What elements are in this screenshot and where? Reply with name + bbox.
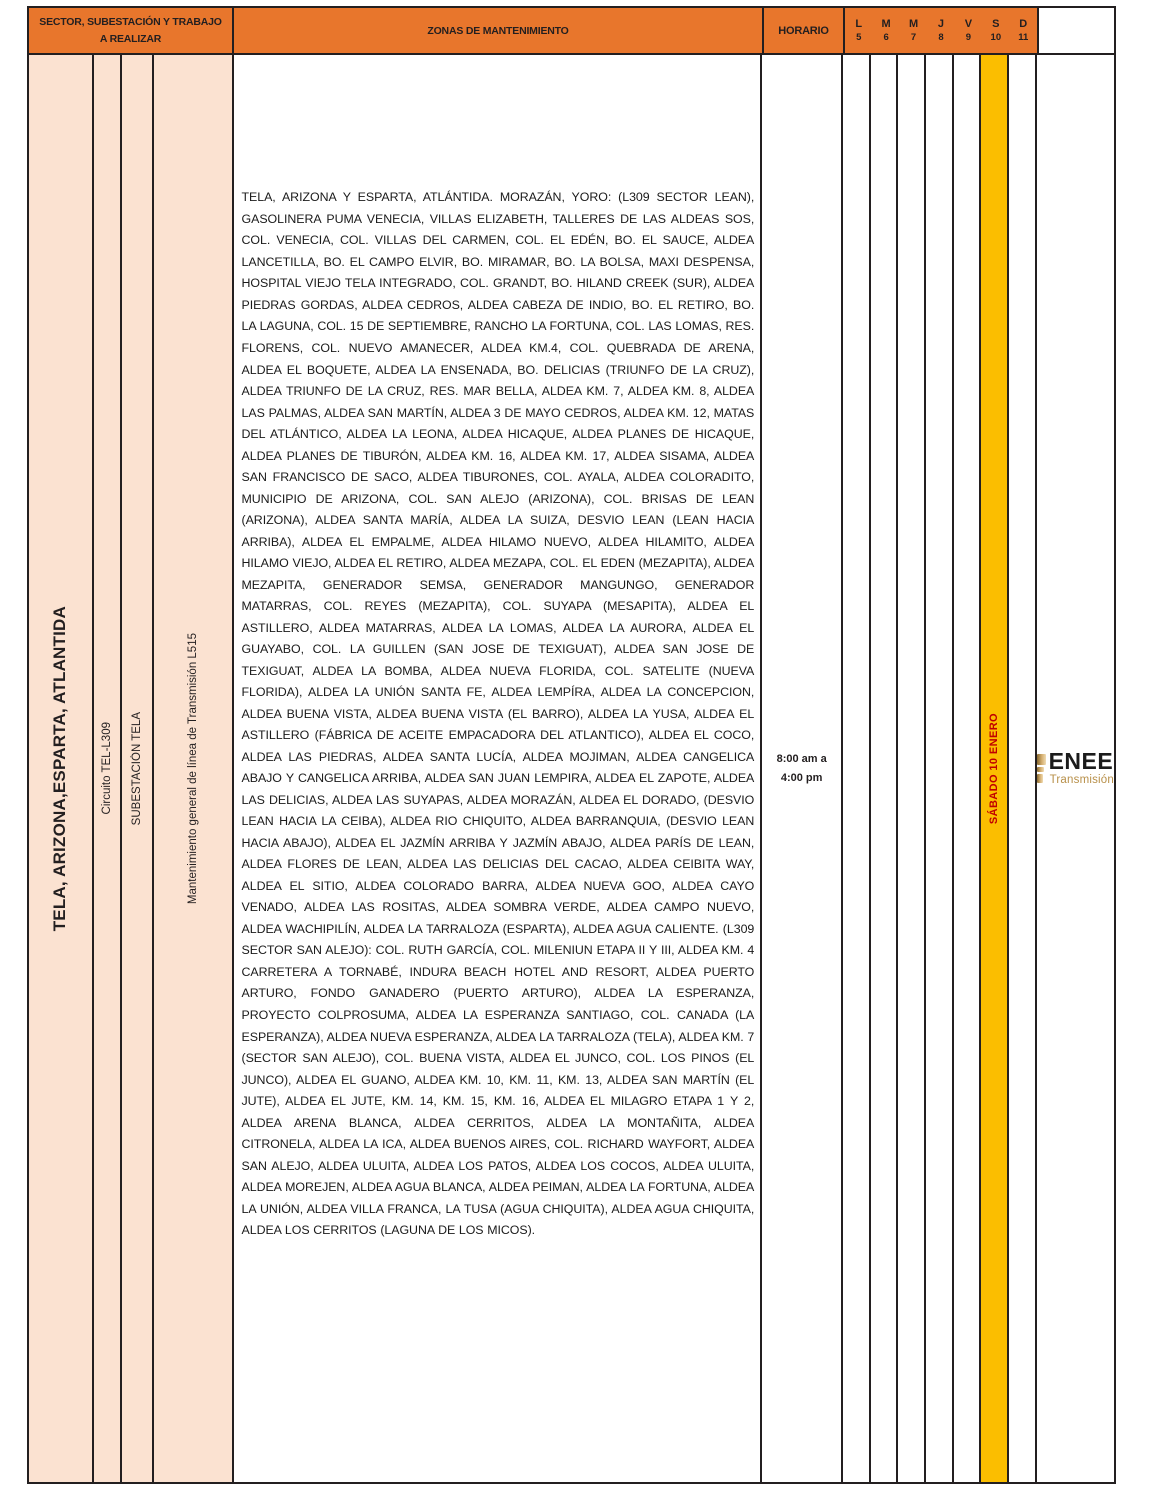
day-letter: V	[964, 17, 973, 30]
header-horario: HORARIO	[764, 8, 845, 53]
day-cell-miercoles[interactable]	[898, 55, 926, 1482]
header-sector-line1: SECTOR, SUBESTACIÓN Y TRABAJO	[39, 16, 222, 29]
header-day-lunes	[845, 8, 872, 53]
day-cell-domingo[interactable]	[1009, 55, 1035, 1482]
header-day-sabado	[982, 8, 1009, 53]
day-number: 8	[938, 31, 944, 43]
subestacion-name: SUBESTACIÓN TELA	[130, 711, 143, 826]
circuito-name: Circuito TEL-L309	[100, 722, 113, 815]
table-row	[29, 53, 1114, 1482]
day-cell-jueves[interactable]	[926, 55, 954, 1482]
header-sector-subestacion-trabajo	[29, 8, 234, 53]
day-number: 7	[910, 31, 917, 43]
header-day-domingo	[1010, 8, 1037, 53]
zonas-list-text: TELA, ARIZONA Y ESPARTA, ATLÁNTIDA. MORAZÁN, YORO: (L309 SECTOR LEAN), GASOLINERA PUMA VENECIA, VILLAS ELIZABETH, TALLERES DE LAS ALDEAS SOS, COL. VENECIA, COL. VILLAS DEL CARMEN, COL. EL EDÉN, BO. EL SAUCE, ALDEA LANCETILLA, BO. EL CAMPO ELVIR, BO. MIRAMAR, BO. LA BOLSA, MAXI DESPENSA, HOSPITAL VIEJO TELA INTEGRADO, COL. GRANDT, BO. HILAND CREEK (SUR), ALDEA PIEDRAS GORDAS, ALDEA CEDROS, ALDEA CABEZA DE INDIO, BO. EL RETIRO, BO. LA LAGUNA, COL. 15 DE SEPTIEMBRE, RANCHO LA FORTUNA, COL. LAS LOMAS, RES. FLORENS, COL. NUEVO AMANECER, ALDEA KM.4, COL. QUEBRADA DE ARENA, ALDEA EL BOQUETE, ALDEA LA ENSENADA, BO. DELICIAS (TRIUNFO DE LA CRUZ), ALDEA TRIUNFO DE LA CRUZ, RES. MAR BELLA, ALDEA KM. 7, ALDEA KM. 8, ALDEA LAS PALMAS, ALDEA SAN MARTÍN, ALDEA 3 DE MAYO CEDROS, ALDEA KM. 12, MATAS DEL ATLÁNTICO, ALDEA LA LEONA, ALDEA HICAQUE, ALDEA PLANES DE HICAQUE, ALDEA PLANES DE TIBURÓN, ALDEA KM. 16, ALDEA KM. 17, ALDEA SISAMA, ALDEA SAN FRANCISCO DE SACO, ALDEA TIBURONES, COL. AYALA, ALDEA COLORADITO, MUNICIPIO DE ARIZONA, COL. SAN ALEJO (ARIZONA), COL. BRISAS DE LEAN (ARIZONA), ALDEA SANTA MARÍA, ALDEA LA SUIZA, DESVIO LEAN (LEAN HACIA ARRIBA), ALDEA EL EMPALME, ALDEA HILAMO NUEVO, ALDEA HILAMITO, ALDEA HILAMO VIEJO, ALDEA EL RETIRO, ALDEA MEZAPA, COL. EL EDEN (MEZAPITA), ALDEA MEZAPITA, GENERADOR SEMSA, GENERADOR MANGUNGO, GENERADOR MATARRAS, COL. REYES (MEZAPITA), COL. SUYAPA (MESAPITA), ALDEA EL ASTILLERO, ALDEA MATARRAS, ALDEA LA LOMAS, ALDEA LA AURORA, ALDEA EL GUAYABO, COL. LA GUILLEN (SAN JOSE DE TEXIGUAT), ALDEA SAN JOSE DE TEXIGUAT, ALDEA LA BOMBA, ALDEA NUEVA FLORIDA, COL. SATELITE (NUEVA FLORIDA), ALDEA LA UNIÓN SANTA FE, ALDEA LEMPÍRA, ALDEA LA CONCEPCION, ALDEA BUENA VISTA, ALDEA BUENA VISTA (EL BARRO), ALDEA LA YUSA, ALDEA EL ASTILLERO (FÁBRICA DE ACEITE EMPACADORA DEL ATLANTICO), ALDEA EL COCO, ALDEA LAS PIEDRAS, ALDEA SANTA LUCÍA, ALDEA MOJIMAN, ALDEA CANGELICA ABAJO Y CANGELICA ARRIBA, ALDEA SAN JUAN LEMPIRA, ALDEA EL ZAPOTE, ALDEA LAS DELICIAS, ALDEA LAS SUYAPAS, ALDEA MORAZÁN, ALDEA EL DORADO, (DESVIO LEAN HACIA LA CEIBA), ALDEA RIO CHIQUITO, ALDEA BARRANQUIA, (DESVIO LEAN HACIA ABAJO), ALDEA EL JAZMÍN ARRIBA Y JAZMÍN ABAJO, ALDEA PARÍS DE LEAN, ALDEA FLORES DE LEAN, ALDEA LAS DELICIAS DEL CACAO, ALDEA CEIBITA WAY, ALDEA EL SITIO, ALDEA COLORADO BARRA, ALDEA NUEVA GOO, ALDEA CAYO VENADO, ALDEA LAS ROSITAS, ALDEA SOMBRA VERDE, ALDEA CAMPO NUEVO, ALDEA WACHIPILÍN, ALDEA LA TARRALOZA (ESPARTA), ALDEA AGUA CALIENTE. (L309 SECTOR SAN ALEJO): COL. RUTH GARCÍA, COL. MILENIUN ETAPA II Y III, ALDEA KM. 4 CARRETERA A TORNABÉ, INDURA BEACH HOTEL AND RESORT, ALDEA PUERTO ARTURO, FONDO GANADERO (PUERTO ARTURO), ALDEA LA ESPERANZA, PROYECTO COLPROSUMA, ALDEA LA ESPERANZA SANTIAGO, COL. CANADA (LA ESPERANZA), ALDEA NUEVA ESPERANZA, ALDEA LA TARRALOZA (TELA), ALDEA KM. 7 (SECTOR SAN ALEJO), COL. BUENA VISTA, ALDEA EL JUNCO, COL. LOS PINOS (EL JUNCO), ALDEA EL GUANO, ALDEA KM. 10, KM. 11, KM. 13, ALDEA SAN MARTÍN (EL JUTE), ALDEA EL JUTE, KM. 14, KM. 15, KM. 16, ALDEA EL MILAGRO ETAPA 1 Y 2, ALDEA ARENA BLANCA, ALDEA CERRITOS, ALDEA LA MONTAÑITA, ALDEA CITRONELA, ALDEA LA ICA, ALDEA BUENOS AIRES, COL. RICHARD WAYFORT, ALDEA SAN ALEJO, ALDEA ULUITA, ALDEA LOS PATOS, ALDEA LOS COCOS, ALDEA ULUITA, ALDEA MOREJEN, ALDEA AGUA BLANCA, ALDEA PEIMAN, ALDEA LA FORTUNA, ALDEA LA UNIÓN, ALDEA VILLA FRANCA, LA TUSA (AGUA CHIQUITA), ALDEA AGUA CHIQUITA, ALDEA LOS CERRITOS (LAGUNA DE LOS MICOS).	[241, 190, 755, 1238]
header-logo-cell	[1039, 8, 1114, 53]
enee-logo-subtitle: Transmisión	[1049, 774, 1114, 787]
day-number: 10	[990, 31, 1002, 43]
header-zonas-de-mantenimiento: ZONAS DE MANTENIMIENTO	[234, 8, 764, 53]
day-number: 6	[883, 31, 889, 43]
day-letter: L	[855, 17, 863, 30]
day-number: 11	[1018, 31, 1029, 43]
enee-logo-text	[1049, 750, 1114, 787]
table-header-row	[29, 8, 1114, 53]
header-day-viernes	[955, 8, 982, 53]
enee-logo-name: ENEE	[1048, 748, 1114, 775]
cell-subestacion	[122, 53, 154, 1482]
cell-horario	[762, 53, 843, 1482]
header-day-miercoles	[900, 8, 927, 53]
day-letter: D	[1019, 17, 1028, 30]
maintenance-schedule-table	[27, 6, 1116, 1484]
enee-bars-icon	[1037, 754, 1046, 783]
header-day-martes	[872, 8, 899, 53]
day-letter: S	[992, 17, 1000, 30]
cell-logo	[1037, 53, 1114, 1482]
day-letter: M	[881, 17, 891, 30]
cell-days-group	[843, 53, 1037, 1482]
day-letter: J	[937, 17, 945, 30]
day-cell-viernes[interactable]	[954, 55, 982, 1482]
horario-line1: 8:00 am a	[776, 753, 827, 766]
cell-circuito	[94, 53, 122, 1482]
enee-logo	[1037, 750, 1114, 787]
day-cell-martes[interactable]	[871, 55, 899, 1482]
header-day-jueves	[927, 8, 954, 53]
day-letter: M	[908, 17, 919, 30]
cell-trabajo-a-realizar	[154, 53, 234, 1482]
day-mark-label: SÁBADO 10 ENERO	[988, 712, 1001, 825]
day-number: 5	[856, 31, 862, 43]
sector-name: TELA, ARIZONA,ESPARTA, ATLANTIDA	[50, 605, 70, 932]
horario-line2: 4:00 pm	[780, 771, 823, 784]
header-days-group	[845, 8, 1039, 53]
cell-zonas-de-mantenimiento	[234, 53, 763, 1482]
day-number: 9	[965, 31, 972, 43]
trabajo-description: Mantenimiento general de línea de Transmisión L515	[186, 632, 199, 905]
day-cell-sabado[interactable]	[981, 55, 1009, 1482]
day-cell-lunes[interactable]	[843, 55, 871, 1482]
cell-sector	[29, 53, 94, 1482]
header-sector-line2: A REALIZAR	[99, 32, 162, 45]
horario-value	[777, 750, 827, 786]
